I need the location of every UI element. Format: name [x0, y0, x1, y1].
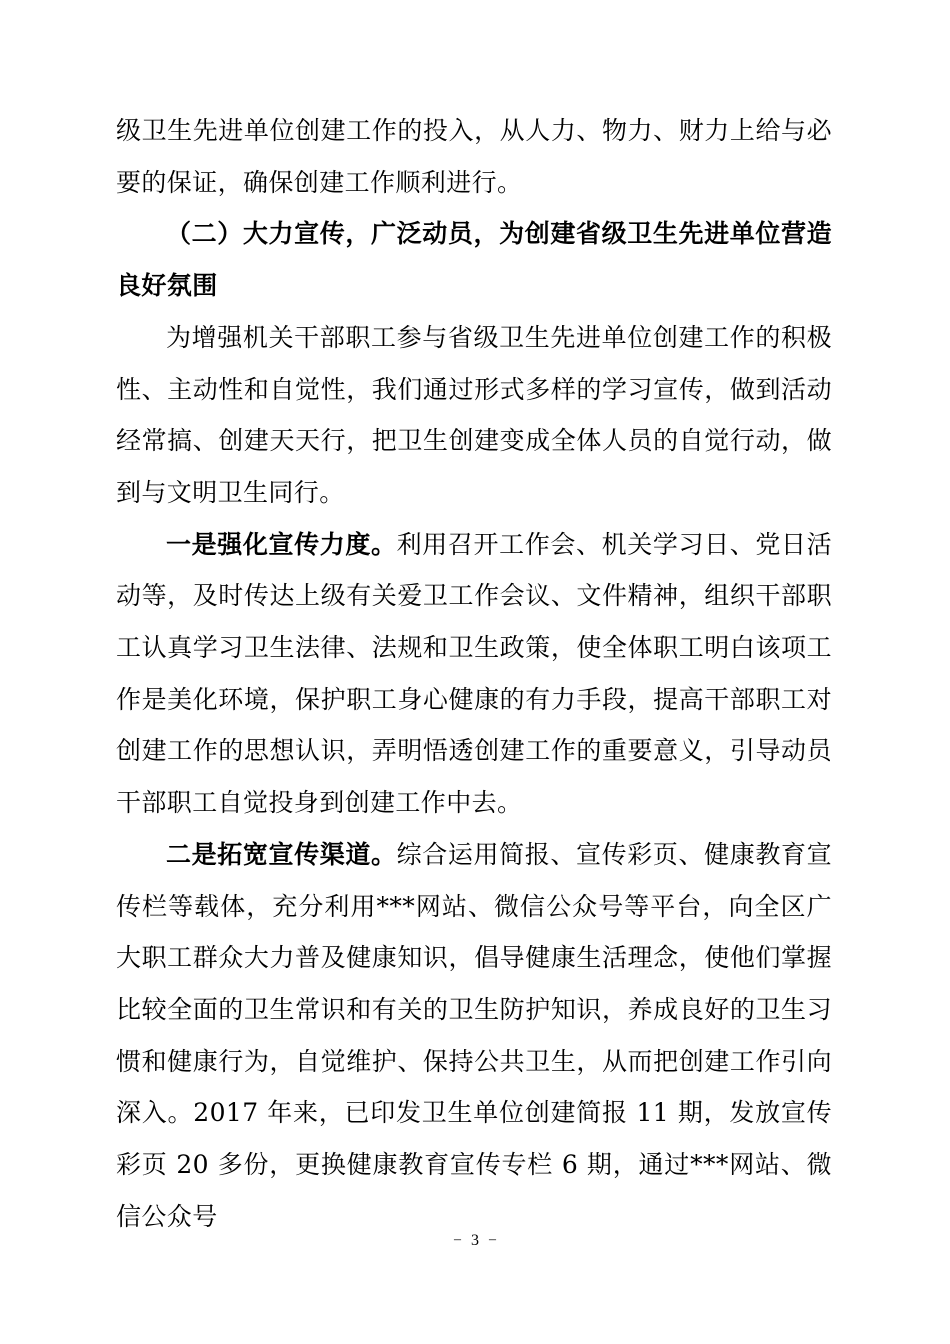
point-one-body: 利用召开工作会、机关学习日、党日活动等，及时传达上级有关爱卫工作会议、文件精神，组织干部职工认真学习卫生法律、法规和卫生政策，使全体职工明白该项工作是美化环境，保护职工身心健康的有力手段，提高干部职工对创建工作的思想认识，弄明悟透创建工作的重要意义，引导动员干部职工自觉投身到创建工作中去。	[116, 529, 832, 818]
paragraph-intro: 为增强机关干部职工参与省级卫生先进单位创建工作的积极性、主动性和自觉性，我们通过形式多样的学习宣传，做到活动经常搞、创建天天行，把卫生创建变成全体人员的自觉行动，做到与文明卫生同行。	[116, 322, 832, 507]
point-two-body: 综合运用简报、宣传彩页、健康教育宣传栏等载体，充分利用***网站、微信公众号等平台，向全区广大职工群众大力普及健康知识，倡导健康生活理念，使他们掌握比较全面的卫生常识和有关的卫生防护知识，养成良好的卫生习惯和健康行为，自觉维护、保持公共卫生，从而把创建工作引向深入。2017 年来，已印发卫生单位创建简报 11 期，发放宣传彩页 20 多份，更换健康教育宣传专栏 6 期，通过***网站、微信公众号	[116, 839, 832, 1231]
page-footer	[0, 1232, 950, 1250]
footer-dash-right: –	[489, 1232, 496, 1247]
paragraph-point-two	[116, 829, 832, 1243]
body-text	[116, 105, 832, 1242]
paragraph-point-one	[116, 519, 832, 829]
point-one-lead: 一是强化宣传力度。	[166, 529, 397, 559]
point-two-lead: 二是拓宽宣传渠道。	[166, 839, 397, 869]
section-heading: （二）大力宣传，广泛动员，为创建省级卫生先进单位营造良好氛围	[116, 219, 832, 301]
paragraph-continuation: 级卫生先进单位创建工作的投入，从人力、物力、财力上给与必要的保证，确保创建工作顺利进行。	[116, 116, 832, 197]
footer-dash-left: –	[454, 1232, 461, 1247]
page-number: 3	[471, 1232, 479, 1249]
